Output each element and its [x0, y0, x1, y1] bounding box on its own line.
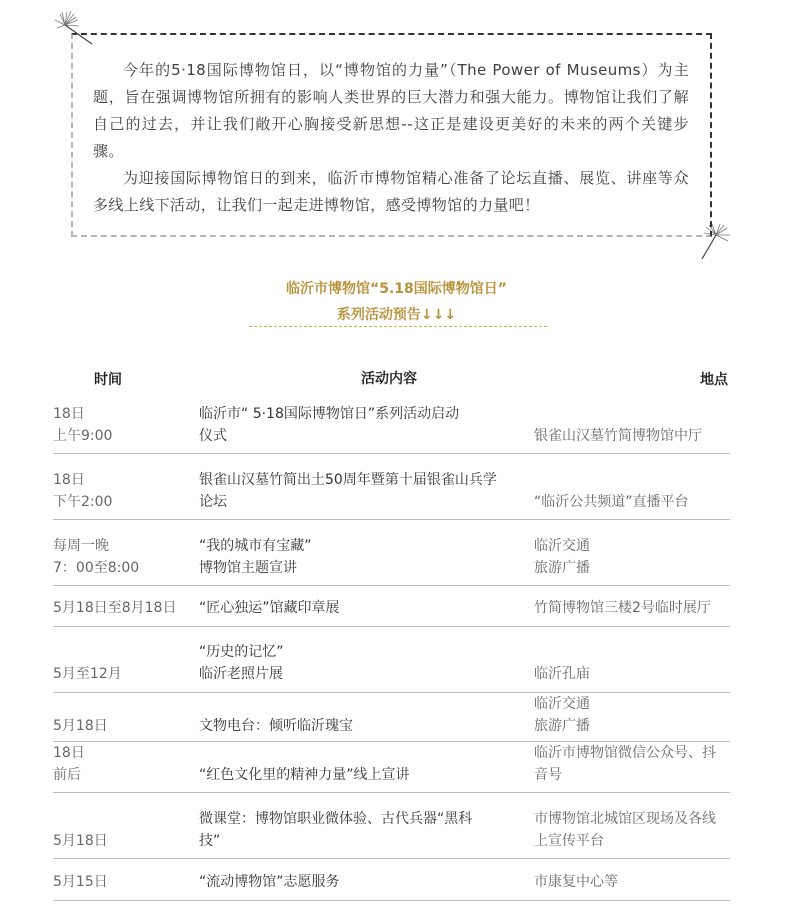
cell-time-line: 5月15日: [53, 874, 108, 890]
cell-time-line: 7：00至8:00: [53, 560, 140, 576]
cell-place-line: 上宣传平台: [534, 833, 604, 849]
cell-time-line: 前后: [53, 767, 81, 783]
cell-place-line: 竹简博物馆三楼2号临时展厅: [534, 600, 711, 616]
row-divider: [53, 585, 730, 586]
cell-content-line: “我的城市有宝藏”: [199, 538, 312, 554]
cell-time-line: 上午9:00: [53, 428, 113, 444]
cell-time-line: 5月至12月: [53, 666, 122, 682]
cell-time: [53, 808, 198, 852]
cell-place: [534, 535, 734, 579]
cell-content-line: 仪式: [199, 428, 227, 444]
table-row: [53, 597, 730, 627]
row-divider: [53, 900, 730, 901]
cell-time-line: 5月18日: [53, 833, 108, 849]
cell-content: [199, 641, 524, 685]
cell-content-line: [199, 742, 524, 764]
cell-time: [53, 871, 198, 893]
table-row: [53, 641, 730, 693]
row-divider: [53, 792, 730, 793]
heading-divider: [249, 326, 547, 327]
cell-content-line: “匠心独运”馆藏印章展: [199, 600, 340, 616]
cell-content: [199, 693, 524, 737]
cell-time-line: 每周一晚: [53, 538, 109, 554]
table-row: [53, 469, 730, 520]
cell-content-line: 技”: [199, 833, 221, 849]
cell-place: [534, 742, 734, 786]
cell-place: [534, 403, 734, 447]
cell-content-line: [199, 693, 524, 715]
cell-place: [534, 693, 734, 737]
cell-place-line: 旅游广播: [534, 560, 590, 576]
cell-time: [53, 597, 198, 619]
cell-place: [534, 808, 734, 852]
cell-place-line: 旅游广播: [534, 718, 590, 734]
cell-content-line: 临沂市“ 5·18国际博物馆日”系列活动启动: [199, 406, 460, 422]
table-row: [53, 871, 730, 901]
cell-content-line: 微课堂：博物馆职业微体验、古代兵器“黑科: [199, 811, 473, 827]
cell-time: [53, 469, 198, 513]
table-row: [53, 403, 730, 454]
column-header-content: 活动内容: [361, 371, 417, 387]
cell-content-line: “流动博物馆”志愿服务: [199, 874, 340, 890]
row-divider: [53, 858, 730, 859]
cell-time: [53, 535, 198, 579]
row-divider: [53, 453, 730, 454]
cell-content: [199, 469, 524, 513]
cell-place-line: [534, 403, 734, 425]
cell-place: [534, 641, 734, 685]
cell-place: [534, 597, 734, 619]
cell-time-line: [53, 808, 198, 830]
table-row: [53, 693, 730, 742]
table-row: [53, 742, 730, 793]
cell-content-line: “红色文化里的精神力量”线上宣讲: [199, 767, 410, 783]
cell-content-line: “历史的记忆”: [199, 644, 284, 660]
cell-time-line: 5月18日: [53, 718, 108, 734]
cell-time-line: [53, 641, 198, 663]
cell-place-line: 银雀山汉墓竹简博物馆中厅: [534, 428, 702, 444]
table-row: [53, 808, 730, 859]
column-header-place: 地点: [700, 372, 728, 388]
cell-place: [534, 469, 734, 513]
cell-time-line: 18日: [53, 745, 85, 761]
cell-content-line: 博物馆主题宣讲: [199, 560, 297, 576]
row-divider: [53, 519, 730, 520]
cell-content-line: 银雀山汉墓竹简出土50周年暨第十届银雀山兵学: [199, 472, 497, 488]
cell-time: [53, 403, 198, 447]
cell-content: [199, 535, 524, 579]
cell-content-line: 论坛: [199, 494, 227, 510]
cell-content-line: 临沂老照片展: [199, 666, 283, 682]
cell-time-line: 18日: [53, 472, 85, 488]
cell-place-line: [534, 469, 734, 491]
cell-time-line: 5月18日至8月18日: [53, 600, 177, 616]
cell-content: [199, 597, 524, 619]
cell-place-line: [534, 641, 734, 663]
cell-time-line: 下午2:00: [53, 494, 113, 510]
cell-place-line: 临沂交通: [534, 696, 590, 712]
cell-place-line: 临沂孔庙: [534, 666, 590, 682]
cell-place-line: 临沂市博物馆微信公众号、抖: [534, 745, 716, 761]
cell-time-line: [53, 693, 198, 715]
section-subtitle: 系列活动预告↓↓↓: [336, 307, 457, 323]
cell-content: [199, 808, 524, 852]
cell-place-line: “临沂公共频道”直播平台: [534, 494, 689, 510]
intro-text: [93, 57, 689, 219]
cell-content: [199, 403, 524, 447]
column-header-time: 时间: [94, 372, 122, 388]
cell-content: [199, 871, 524, 893]
section-title: 临沂市博物馆“5.18国际博物馆日”: [286, 281, 507, 297]
cell-place: [534, 871, 734, 893]
cell-place-line: 市博物馆北城馆区现场及各线: [534, 811, 716, 827]
table-row: [53, 535, 730, 586]
cell-place-line: 临沂交通: [534, 538, 590, 554]
cell-time: [53, 742, 198, 786]
cell-place-line: 音号: [534, 767, 562, 783]
row-divider: [53, 626, 730, 627]
cell-time: [53, 641, 198, 685]
cell-content-line: 文物电台：倾听临沂瑰宝: [199, 718, 353, 734]
cell-content: [199, 742, 524, 786]
cell-place-line: 市康复中心等: [534, 874, 618, 890]
intro-paragraph-2: 为迎接国际博物馆日的到来，临沂市博物馆精心准备了论坛直播、展览、讲座等众多线上线下活动，让我们一起走进博物馆，感受博物馆的力量吧！: [93, 169, 689, 214]
intro-paragraph-1: 今年的5·18国际博物馆日，以“博物馆的力量”（The Power of Museums）为主题，旨在强调博物馆所拥有的影响人类世界的巨大潜力和强大能力。博物馆让我们了解自己的过去，并让我们敞开心胸接受新思想--这正是建设更美好的未来的两个关键步骤。: [93, 61, 689, 160]
cell-time: [53, 693, 198, 737]
cell-time-line: 18日: [53, 406, 85, 422]
